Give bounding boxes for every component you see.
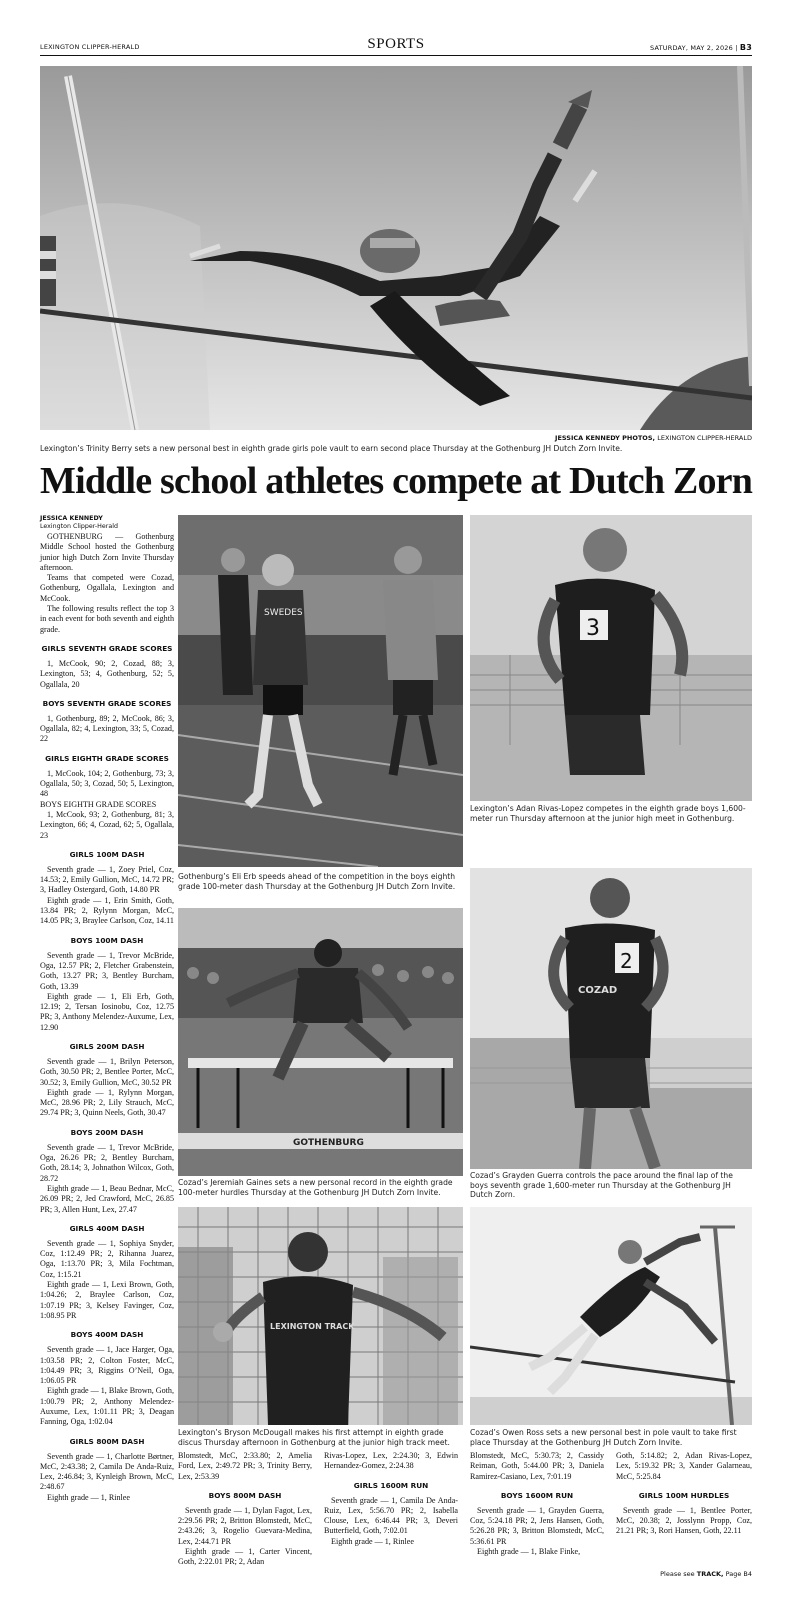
girls-200-eighth: Eighth grade — 1, Rylynn Morgan, McC, 28.96 PR; 2, Lily Strauch, McC, 29.74 PR; 3, Quinn Neels, Goth, 30.47 <box>40 1087 174 1118</box>
girls-100h-seventh: Seventh grade — 1, Bentlee Porter, McC, 20.38; 2, Josslynn Propp, Coz, 21.21 PR; 3, Rori Hansen, Goth, 22.11 <box>616 1505 752 1536</box>
boys-7-scores-heading: BOYS SEVENTH GRADE SCORES <box>42 698 172 708</box>
boys-1600-seventh: Seventh grade — 1, Grayden Guerra, Coz, 5:24.18 PR; 2, Jens Hansen, Goth, 5:26.28 PR; 3, Britton Blomstedt, McC, 5:36.61 PR <box>470 1505 604 1546</box>
caption-mcdougall: Lexington’s Bryson McDougall makes his first attempt in eighth grade discus Thursday afternoon in Gothenburg at the junior high track meet. <box>178 1428 450 1447</box>
girls-800-eighth-part1: Eighth grade — 1, Rinlee <box>47 1492 130 1502</box>
issue-date: SATURDAY, MAY 2, 2026 <box>650 44 733 52</box>
main-photo-pole-vault <box>40 66 752 430</box>
girls-400-eighth: Eighth grade — 1, Lexi Brown, Goth, 1:04.26; 2, Braylee Carlson, Coz, 1:07.19 PR; 3, Kelsey Favinger, Coz, 1:08.95 PR <box>40 1280 174 1320</box>
caption-guerra: Cozad’s Grayden Guerra controls the pace around the final lap of the boys seventh grade 1,600-meter run Thursday at the Gothenburg JH Dutch Zorn. <box>470 1171 733 1200</box>
girls-800-heading: GIRLS 800M DASH <box>69 1436 145 1446</box>
erb-shirt-text: SWEDES <box>264 608 303 618</box>
boys-400-heading: BOYS 400M DASH <box>70 1330 144 1340</box>
continued-keyword: TRACK, <box>696 1570 724 1578</box>
boys-1600-heading: BOYS 1600M RUN <box>500 1490 574 1500</box>
girls-400-seventh: Seventh grade — 1, Sophiya Snyder, Coz, 1:12.49 PR; 2, Rihanna Juarez, Oga, 1:13.70 PR; 3, Mila Fochtman, Coz, 1:15.21 <box>40 1238 174 1279</box>
main-photo-caption: Lexington’s Trinity Berry sets a new personal best in eighth grade girls pole vault to earn second place Thursday at the Gothenburg JH Dutch Zorn Invite. <box>40 444 623 453</box>
girls-800-eighth-part2: Blomstedt, McC, 2:33.80; 2, Amelia Ford, Lex, 2:49.72 PR; 3, Trinity Berry, Lex, 2:53.39 <box>178 1451 312 1481</box>
photo-gaines-hurdles <box>178 908 463 1176</box>
girls-1600-seventh: Seventh grade — 1, Camila De Anda-Ruiz, Lex, 5:56.70 PR; 2, Isabella Clouse, Lex, 6:46.44 PR; 3, Deveri Butterfield, Goth, 7:02.01 <box>324 1495 458 1536</box>
boys-200-heading: BOYS 200M DASH <box>70 1127 144 1137</box>
boys-100-eighth: Eighth grade — 1, Eli Erb, Goth, 12.19; 2, Tersan Iosinobu, Coz, 12.75 PR; 3, Anthony Melendez-Auxume, Lex, 12.90 <box>40 991 174 1032</box>
girls-1600-eighth-part2: Blomstedt, McC, 5:30.73; 2, Cassidy Reiman, Goth, 5:44.00 PR; 3, Daniela Ramirez-Casiano, Lex, 7:01.19 <box>470 1451 604 1481</box>
girls-800-seventh: Seventh grade — 1, Charlotte Børtner, McC, 2:43.38; 2, Camila De Anda-Ruiz, Lex, 2:46.84; 3, Kynleigh Brown, McC, 2:48.67 <box>40 1451 174 1492</box>
boys-8-scores-heading: BOYS EIGHTH GRADE SCORES <box>40 799 157 809</box>
byline-org: Lexington Clipper-Herald <box>40 522 118 530</box>
boys-100-heading: BOYS 100M DASH <box>70 935 144 945</box>
boys-7-scores-text: 1, Gothenburg, 89; 2, McCook, 86; 3, Ogallala, 82; 4, Lexington, 33; 5, Cozad, 22 <box>40 713 174 744</box>
girls-1600-eighth-part1: Eighth grade — 1, Rinlee <box>331 1536 414 1546</box>
paper-name: LEXINGTON CLIPPER-HERALD <box>40 43 140 51</box>
photo-rivas-lopez <box>470 515 752 801</box>
girls-200-heading: GIRLS 200M DASH <box>69 1041 145 1051</box>
girls-1600-heading: GIRLS 1600M RUN <box>353 1480 429 1490</box>
boys-400-seventh: Seventh grade — 1, Jace Harger, Oga, 1:03.58 PR; 2, Colton Foster, McC, 1:04.49 PR; 3, Riggins O’Neil, Oga, 1:06.05 PR <box>40 1345 174 1386</box>
gaines-banner-text: GOTHENBURG <box>293 1138 364 1148</box>
boys-800-heading: BOYS 800M DASH <box>208 1490 282 1500</box>
story-column-2 <box>178 1451 312 1568</box>
caption-gaines: Cozad’s Jeremiah Gaines sets a new personal record in the eighth grade 100-meter hurdles Thursday at the Gothenburg JH Dutch Zorn Invite. <box>178 1178 453 1197</box>
caption-erb: Gothenburg’s Eli Erb speeds ahead of the competition in the boys eighth grade 100-meter dash Thursday at the Gothenburg JH Dutch Zorn Invite. <box>178 872 456 891</box>
boys-400-eighth: Eighth grade — 1, Blake Brown, Goth, 1:00.79 PR; 2, Anthony Melendez-Auxume, Lex, 1:01.11 PR; 3, Deagan Fanning, Oga, 1:02.04 <box>40 1386 175 1427</box>
boys-800-seventh: Seventh grade — 1, Dylan Fagot, Lex, 2:29.56 PR; 2, Britton Blomstedt, McC, 2:43.26; 3, Rogelio Guevara-Medina, Lex, 2:44.71 PR <box>178 1505 312 1546</box>
boys-100-seventh: Seventh grade — 1, Trevor McBride, Oga, 12.57 PR; 2, Fletcher Grabenstein, Goth, 13.27 PR; 3, Bentley Burcham, Goth, 13.39 <box>40 950 174 991</box>
girls-200-seventh: Seventh grade — 1, Brilyn Peterson, Goth, 30.50 PR; 2, Bentlee Porter, McC, 30.52; 3, Emily Gullion, McC, 30.52 PR <box>40 1056 174 1087</box>
photo-credit: JESSICA KENNEDY PHOTOS, LEXINGTON CLIPPER-HERALD <box>555 434 752 442</box>
girls-100-heading: GIRLS 100M DASH <box>69 849 145 859</box>
page-number: B3 <box>739 43 752 52</box>
girls-8-scores-heading: GIRLS EIGHTH GRADE SCORES <box>45 753 169 763</box>
byline-author: JESSICA KENNEDY <box>40 515 103 522</box>
guerra-bib-number: 2 <box>620 949 633 973</box>
girls-7-scores-text: 1, McCook, 90; 2, Cozad, 88; 3, Lexington, 53; 4, Gothenburg, 52; 5, Ogallala, 20 <box>40 658 174 689</box>
intro-paragraph-1: GOTHENBURG — Gothenburg Middle School hosted the Gothenburg junior high Dutch Zorn Invite Thursday afternoon. <box>40 532 174 572</box>
date-page: SATURDAY, MAY 2, 2026 | B3 <box>650 43 752 52</box>
headline: Middle school athletes compete at Dutch Zorn <box>40 460 753 502</box>
continued-page: Page B4 <box>725 1570 752 1578</box>
page-header <box>40 36 752 56</box>
story-column-1 <box>40 532 174 1503</box>
girls-100-seventh: Seventh grade — 1, Zoey Priel, Coz, 14.53; 2, Emily Gullion, McC, 14.72 PR; 3, Hadley Ostergard, Goth, 14.80 PR <box>40 864 174 895</box>
photo-guerra-1600m <box>470 868 752 1169</box>
boys-200-eighth: Eighth grade — 1, Beau Bednar, McC, 26.09 PR; 2, Jed Crawford, McC, 26.85 PR; 3, Allen Hunt, Lex, 27.47 <box>40 1183 174 1214</box>
girls-7-scores-heading: GIRLS SEVENTH GRADE SCORES <box>41 643 173 653</box>
section-name: SPORTS <box>367 36 425 52</box>
story-column-5 <box>616 1451 752 1537</box>
boys-1600-eighth-part2: Goth, 5:14.82; 2, Adan Rivas-Lopez, Lex, 5:19.32 PR; 3, Xander Galarneau, McC, 5:25.84 <box>616 1451 752 1481</box>
mcdougall-shirt-text: LEXINGTON TRACK <box>270 1322 355 1331</box>
girls-400-heading: GIRLS 400M DASH <box>69 1223 145 1233</box>
boys-200-seventh: Seventh grade — 1, Trevor McBride, Oga, 26.26 PR; 2, Bentley Burcham, Goth, 28.14; 3, Johnathon Wilcox, Goth, 28.72 <box>40 1142 174 1183</box>
intro-paragraph-3: The following results reflect the top 3 in each event for both seventh and eighth grade. <box>40 604 174 634</box>
photo-ross-pole-vault <box>470 1207 752 1425</box>
rivas-bib-number: 3 <box>586 616 600 641</box>
boys-8-scores-text: 1, McCook, 93; 2, Gothenburg, 81; 3, Lexington, 66; 4, Cozad, 62; 5, Ogallala, 23 <box>40 809 174 840</box>
girls-8-scores-text: 1, McCook, 104; 2, Gothenburg, 73; 3, Ogallala, 50; 3, Cozad, 50; 5, Lexington, 48 <box>40 768 174 799</box>
continued-jump[interactable]: Please see TRACK, Page B4 <box>660 1570 752 1578</box>
boys-800-eighth-part2: Rivas-Lopez, Lex, 2:24.30; 3, Edwin Hernandez-Gomez, 2:24.38 <box>324 1451 458 1471</box>
boys-800-eighth-part1: Eighth grade — 1, Carter Vincent, Goth, 2:22.01 PR; 2, Adan <box>178 1547 312 1567</box>
photo-mcdougall-discus <box>178 1207 463 1425</box>
guerra-shirt-text: COZAD <box>578 985 618 996</box>
photo-erb-100m <box>178 515 463 867</box>
caption-ross: Cozad’s Owen Ross sets a new personal best in pole vault to take first place Thursday at the Gothenburg JH Dutch Zorn Invite. <box>470 1428 737 1447</box>
story-column-4 <box>470 1451 604 1557</box>
girls-100h-heading: GIRLS 100M HURDLES <box>638 1490 730 1500</box>
boys-1600-eighth-part1: Eighth grade — 1, Blake Finke, <box>477 1547 581 1557</box>
caption-rivas-lopez: Lexington’s Adan Rivas-Lopez competes in the eighth grade boys 1,600-meter run Thursday afternoon at the junior high meet in Gothenburg. <box>470 804 746 823</box>
girls-100-eighth: Eighth grade — 1, Erin Smith, Goth, 13.84 PR; 2, Rylynn Morgan, McC, 14.05 PR; 3, Braylee Carlson, Coz, 14.11 <box>40 895 174 926</box>
intro-paragraph-2: Teams that competed were Cozad, Gothenburg, Ogallala, Lexington and McCook. <box>40 573 174 603</box>
byline <box>40 515 174 531</box>
story-column-3 <box>324 1451 458 1547</box>
